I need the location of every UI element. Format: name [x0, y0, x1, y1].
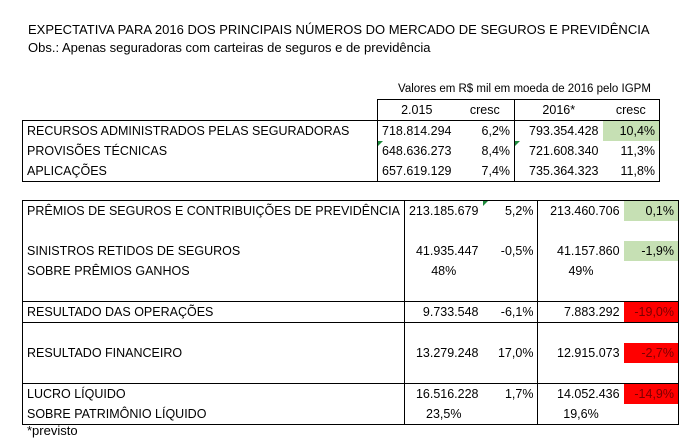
row-label: PROVISÕES TÉCNICAS	[23, 141, 378, 161]
spacer-row	[23, 323, 679, 344]
value-2016: 721.608.340	[515, 141, 603, 161]
header-blank	[23, 100, 378, 121]
value-2015: 48%	[431, 264, 457, 278]
value-2015: 648.636.273	[378, 141, 456, 161]
value-2016: 7.883.292	[538, 302, 624, 323]
row-label: LUCRO LÍQUIDO	[23, 384, 405, 405]
row-label: APLICAÇÕES	[23, 161, 378, 182]
table-row	[23, 384, 679, 405]
value-2016: 19,6%	[538, 404, 624, 425]
table-row	[23, 343, 679, 363]
growth-2016: -2,7%	[624, 343, 679, 363]
growth-2015: 8,4%	[456, 141, 515, 161]
table-row	[23, 121, 660, 142]
col-cresc-2016: cresc	[603, 100, 660, 121]
value-2015: 23,5%	[404, 404, 482, 425]
growth-2016: -19,0%	[624, 302, 679, 323]
row-label: RECURSOS ADMINISTRADOS PELAS SEGURADORAS	[23, 121, 378, 142]
table-results	[22, 200, 679, 425]
units-note: Valores em R$ mil em moeda de 2016 pelo IGPM	[398, 83, 651, 95]
value-2016: 12.915.073	[557, 346, 620, 360]
table-row	[23, 141, 660, 161]
value-2015: 657.619.129	[378, 161, 456, 182]
table-row	[23, 261, 679, 281]
growth-2015: -6,1%	[483, 302, 538, 323]
growth-2016: -1,9%	[624, 241, 679, 261]
table-row	[23, 241, 679, 261]
growth-2015: -0,5%	[483, 241, 538, 261]
growth-2016: -14,9%	[624, 384, 679, 405]
growth-2015: 17,0%	[483, 343, 538, 363]
col-cresc-2015: cresc	[456, 100, 515, 121]
page-title: EXPECTATIVA PARA 2016 DOS PRINCIPAIS NÚMEROS DO MERCADO DE SEGUROS E PREVIDÊNCIA	[28, 22, 650, 37]
value-2016: 49%	[568, 264, 594, 278]
row-label: SOBRE PRÊMIOS GANHOS	[23, 261, 405, 281]
value-2015: 16.516.228	[404, 384, 482, 405]
spacer-row	[23, 281, 679, 302]
value-2016: 14.052.436	[538, 384, 624, 405]
growth-2016: 0,1%	[624, 201, 679, 222]
value-2015: 213.185.679	[404, 201, 482, 222]
table-row	[23, 302, 679, 323]
row-label: RESULTADO DAS OPERAÇÕES	[23, 302, 405, 323]
growth-2015: 7,4%	[456, 161, 515, 182]
col-2015: 2.015	[378, 100, 456, 121]
value-2015: 9.733.548	[404, 302, 482, 323]
table-row	[23, 201, 679, 222]
table-resources	[22, 99, 660, 182]
row-label: SINISTROS RETIDOS DE SEGUROS	[23, 241, 405, 261]
growth-2015: 5,2%	[483, 201, 538, 222]
footnote: *previsto	[27, 423, 78, 438]
growth-2016: 11,3%	[603, 141, 660, 161]
row-label: SOBRE PATRIMÔNIO LÍQUIDO	[23, 404, 405, 425]
row-label: RESULTADO FINANCEIRO	[23, 343, 405, 363]
value-2015: 13.279.248	[415, 346, 479, 360]
value-2015: 718.814.294	[378, 121, 456, 142]
observation-note: Obs.: Apenas seguradoras com carteiras de seguros e de previdência	[28, 40, 431, 55]
growth-2016: 11,8%	[603, 161, 660, 182]
table-row	[23, 404, 679, 425]
value-2016: 213.460.706	[538, 201, 624, 222]
value-2016: 735.364.323	[515, 161, 603, 182]
row-label: PRÊMIOS DE SEGUROS E CONTRIBUIÇÕES DE PREVIDÊNCIA	[23, 201, 405, 222]
growth-2015: 1,7%	[483, 384, 538, 405]
growth-2015: 6,2%	[456, 121, 515, 142]
growth-2016: 10,4%	[603, 121, 660, 142]
spacer-row	[23, 221, 679, 241]
value-2015: 41.935.447	[415, 244, 479, 258]
spacer-row	[23, 363, 679, 384]
col-2016: 2016*	[515, 100, 603, 121]
header-row	[23, 100, 660, 121]
value-2016: 793.354.428	[515, 121, 603, 142]
table-row	[23, 161, 660, 182]
value-2016: 41.157.860	[557, 244, 620, 258]
